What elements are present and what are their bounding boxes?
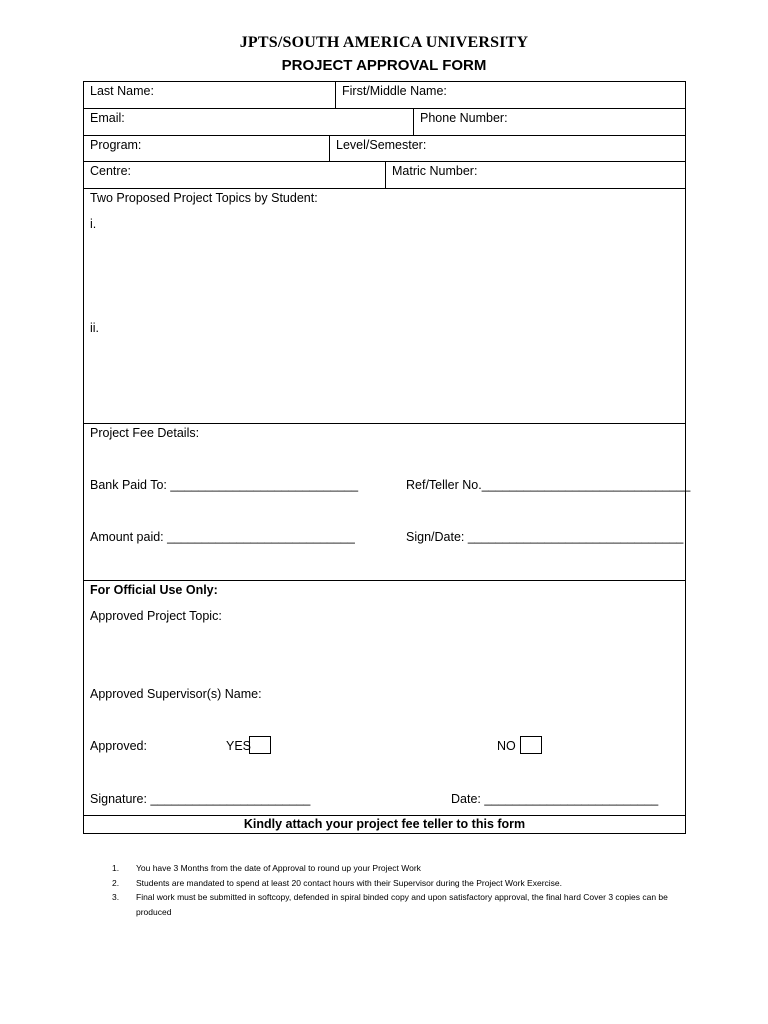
topics-section[interactable] <box>84 189 685 424</box>
instruction-text: You have 3 Months from the date of Approval to round up your Project Work <box>136 863 421 873</box>
last-name-label: Last Name: <box>90 84 154 98</box>
last-name-field[interactable] <box>84 82 335 108</box>
instruction-text: Final work must be submitted in softcopy, defended in spiral binded copy and upon satisfactory approval, the final hard Cover 3 copies can be produced <box>136 892 668 917</box>
sign-date-field[interactable]: Sign/Date: _______________________________ <box>406 530 684 544</box>
topics-heading: Two Proposed Project Topics by Student: <box>90 191 318 205</box>
instruction-item <box>112 861 672 876</box>
yes-checkbox[interactable] <box>249 736 271 754</box>
first-middle-name-field[interactable] <box>335 82 685 108</box>
phone-number-label: Phone Number: <box>420 111 508 125</box>
date-field[interactable]: Date: _________________________ <box>451 792 659 806</box>
instructions-list <box>112 861 672 919</box>
instruction-number: 2. <box>112 877 120 888</box>
approved-supervisor-label: Approved Supervisor(s) Name: <box>90 687 262 701</box>
row-centre <box>84 162 685 189</box>
bank-paid-to-field[interactable]: Bank Paid To: ___________________________ <box>90 478 359 492</box>
instruction-item <box>112 890 672 919</box>
email-label: Email: <box>90 111 125 125</box>
matric-number-field[interactable] <box>385 162 685 188</box>
program-label: Program: <box>90 138 142 152</box>
no-label: NO <box>497 739 516 753</box>
instruction-number: 1. <box>112 863 120 873</box>
approved-label: Approved: <box>90 739 147 753</box>
row-program <box>84 136 685 162</box>
yes-label: YES <box>226 739 252 753</box>
phone-number-field[interactable] <box>413 109 685 135</box>
topic-item-i: i. <box>90 217 97 231</box>
university-title: JPTS/SOUTH AMERICA UNIVERSITY <box>239 34 529 51</box>
form-title: PROJECT APPROVAL FORM <box>281 57 487 74</box>
official-use-section <box>84 581 685 816</box>
centre-field[interactable] <box>84 162 385 188</box>
teller-note: Kindly attach your project fee teller to this form <box>243 817 526 831</box>
no-checkbox[interactable] <box>520 736 542 754</box>
first-middle-name-label: First/Middle Name: <box>342 84 447 98</box>
signature-field[interactable]: Signature: _______________________ <box>90 792 311 806</box>
centre-label: Centre: <box>90 164 131 178</box>
email-field[interactable] <box>84 109 413 135</box>
topic-item-ii: ii. <box>90 321 100 335</box>
program-field[interactable] <box>84 136 329 161</box>
ref-teller-field[interactable]: Ref/Teller No.______________________________ <box>406 478 691 492</box>
level-semester-field[interactable] <box>329 136 685 161</box>
instruction-text: Students are mandated to spend at least 20 contact hours with their Supervisor during the Project Work Exercise. <box>136 877 563 888</box>
fee-heading: Project Fee Details: <box>90 426 200 440</box>
teller-note-row <box>84 816 685 833</box>
official-use-heading: For Official Use Only: <box>90 583 218 597</box>
fee-section <box>84 424 691 581</box>
matric-number-label: Matric Number: <box>392 164 478 178</box>
row-name <box>84 82 685 109</box>
instruction-number: 3. <box>112 892 120 902</box>
amount-paid-field[interactable]: Amount paid: ___________________________ <box>90 530 355 544</box>
approved-topic-label: Approved Project Topic: <box>90 609 222 623</box>
level-semester-label: Level/Semester: <box>336 138 427 152</box>
approval-form <box>83 81 691 834</box>
instruction-item <box>112 876 672 891</box>
row-contact <box>84 109 685 136</box>
